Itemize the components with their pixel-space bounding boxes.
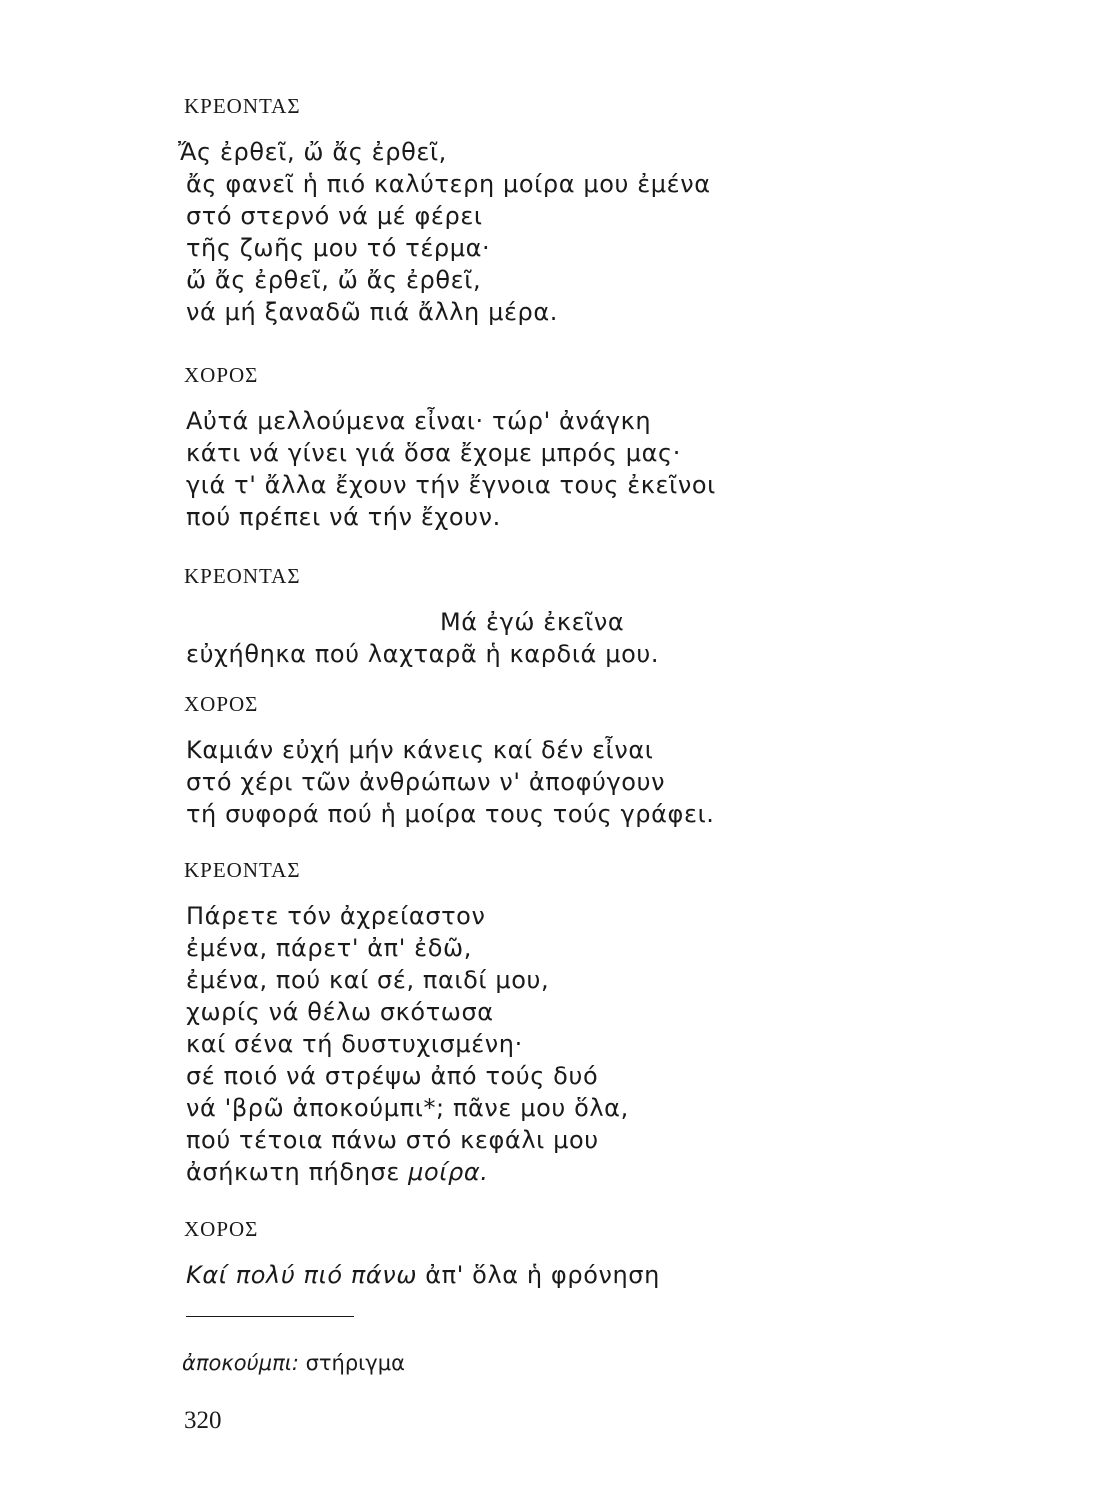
speaker-name: ΚΡΕΟΝΤΑΣ [184, 564, 301, 588]
verse-line: στό στερνό νά μέ φέρει [186, 202, 483, 230]
verse-line-emphasis: μοίρα. [408, 1158, 489, 1186]
verse-line: γιά τ' ἄλλα ἔχουν τήν ἔγνοια τους ἐκεῖνοι [186, 471, 716, 499]
footnote-divider [186, 1316, 354, 1317]
verse-line: νά 'βρῶ ἀποκούμπι*; πᾶνε μου ὅλα, [186, 1094, 629, 1122]
verse-line: ἐμένα, πάρετ' ἀπ' ἐδῶ, [186, 934, 472, 962]
verse-line: Μά ἐγώ ἐκεῖνα [440, 608, 625, 636]
verse-stanza [178, 136, 711, 328]
verse-stanza [186, 900, 629, 1188]
footnote [182, 1351, 405, 1375]
verse-line: Πάρετε τόν ἀχρείαστον [186, 902, 486, 930]
verse-line [186, 1259, 660, 1291]
verse-line: καί σένα τή δυστυχισμένη· [186, 1030, 523, 1058]
verse-line: τή συφορά πού ἡ μοίρα τους τούς γράφει. [186, 800, 715, 828]
footnote-definition: στήριγμα [305, 1351, 405, 1375]
verse-line: Αὐτά μελλούμενα εἶναι· τώρ' ἀνάγκη [186, 407, 652, 435]
verse-line: ἄς φανεῖ ἡ πιό καλύτερη μοίρα μου ἐμένα [186, 170, 711, 198]
verse-line: πού πρέπει νά τήν ἔχουν. [186, 503, 501, 531]
verse-line-emphasis: Καί πολύ πιό πάνω [186, 1261, 418, 1289]
verse-line-text: ἀπ' ὅλα ἡ φρόνηση [425, 1261, 660, 1289]
verse-line: ἐμένα, πού καί σέ, παιδί μου, [186, 966, 550, 994]
speaker-name: ΧΟΡΟΣ [184, 692, 259, 716]
verse-line: ὤ ἄς ἐρθεῖ, ὤ ἄς ἐρθεῖ, [186, 266, 482, 294]
speaker-name: ΚΡΕΟΝΤΑΣ [184, 858, 301, 882]
speaker-name: ΚΡΕΟΝΤΑΣ [184, 94, 301, 118]
verse-line: στό χέρι τῶν ἀνθρώπων ν' ἀποφύγουν [186, 768, 666, 796]
verse-line [186, 1156, 629, 1188]
verse-line: τῆς ζωῆς μου τό τέρμα· [186, 234, 491, 262]
verse-stanza [186, 606, 659, 670]
verse-stanza [186, 734, 715, 830]
speaker-name: ΧΟΡΟΣ [184, 1217, 259, 1241]
speaker-name: ΧΟΡΟΣ [184, 363, 259, 387]
verse-line: Καμιάν εὐχή μήν κάνεις καί δέν εἶναι [186, 736, 654, 764]
verse-line: νά μή ξαναδῶ πιά ἄλλη μέρα. [186, 298, 559, 326]
verse-line: χωρίς νά θέλω σκότωσα [186, 998, 494, 1026]
verse-stanza [186, 1259, 660, 1291]
page-number: 320 [184, 1407, 222, 1434]
footnote-term: ἀποκούμπι: [182, 1351, 299, 1375]
verse-line: πού τέτοια πάνω στό κεφάλι μου [186, 1126, 599, 1154]
verse-line-text: ἀσήκωτη πήδησε [186, 1158, 400, 1186]
verse-line: Ἄς ἐρθεῖ, ὤ ἄς ἐρθεῖ, [178, 138, 447, 166]
verse-line: σέ ποιό νά στρέψω ἀπό τούς δυό [186, 1062, 599, 1090]
verse-stanza [186, 405, 716, 533]
verse-line: κάτι νά γίνει γιά ὅσα ἔχομε μπρός μας· [186, 439, 681, 467]
verse-line: εὐχήθηκα πού λαχταρᾶ ἡ καρδιά μου. [186, 640, 660, 668]
